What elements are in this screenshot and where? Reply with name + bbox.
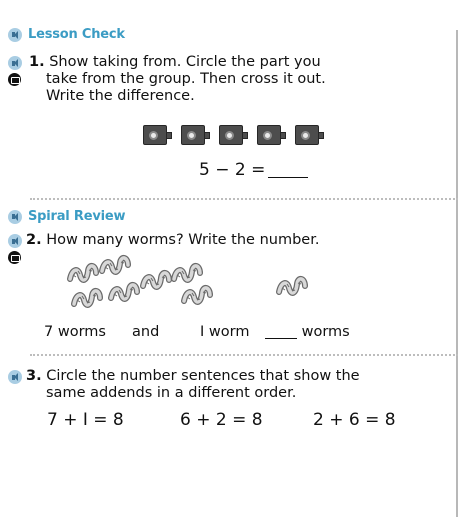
- question-number: 2.: [26, 232, 42, 248]
- answer-blank[interactable]: [265, 325, 297, 339]
- worm-icon: [102, 258, 128, 272]
- question-text-line: same addends in a different order.: [46, 385, 297, 401]
- equation-text: 5 − 2 =: [199, 160, 266, 180]
- worms-unit-label: worms: [301, 324, 350, 340]
- number-sentence[interactable]: 2 + 6 = 8: [313, 410, 396, 430]
- worm-icon: [279, 279, 305, 293]
- worm-icon: [174, 266, 200, 280]
- question-text-line: How many worms? Write the number.: [46, 232, 320, 248]
- question-text-line: Write the difference.: [46, 88, 195, 104]
- and-label: and: [132, 324, 160, 340]
- worm-icon: [143, 273, 169, 287]
- question-text-line: Circle the number sentences that show the: [46, 368, 360, 384]
- number-sentence[interactable]: 7 + I = 8: [47, 410, 124, 430]
- worm-count-label: 7 worms: [44, 324, 106, 340]
- worm-icon: [70, 266, 96, 280]
- worm-total-answer: [262, 324, 350, 340]
- lesson-check-title: Lesson Check: [28, 27, 125, 42]
- question-number: 3.: [26, 368, 42, 384]
- question-number: 1.: [29, 54, 45, 70]
- number-sentence[interactable]: 6 + 2 = 8: [180, 410, 263, 430]
- worm-icon: [111, 285, 137, 299]
- worm-count-label: I worm: [200, 324, 250, 340]
- question-3: [26, 368, 360, 385]
- audio-speaker-icon[interactable]: [8, 370, 22, 384]
- worm-icon: [184, 288, 210, 302]
- worm-icon: [74, 291, 100, 305]
- spiral-review-title: Spiral Review: [28, 209, 126, 224]
- question-text-line: take from the group. Then cross it out.: [46, 71, 326, 87]
- question-text-line: Show taking from. Circle the part you: [49, 54, 321, 70]
- section-divider: [30, 354, 458, 356]
